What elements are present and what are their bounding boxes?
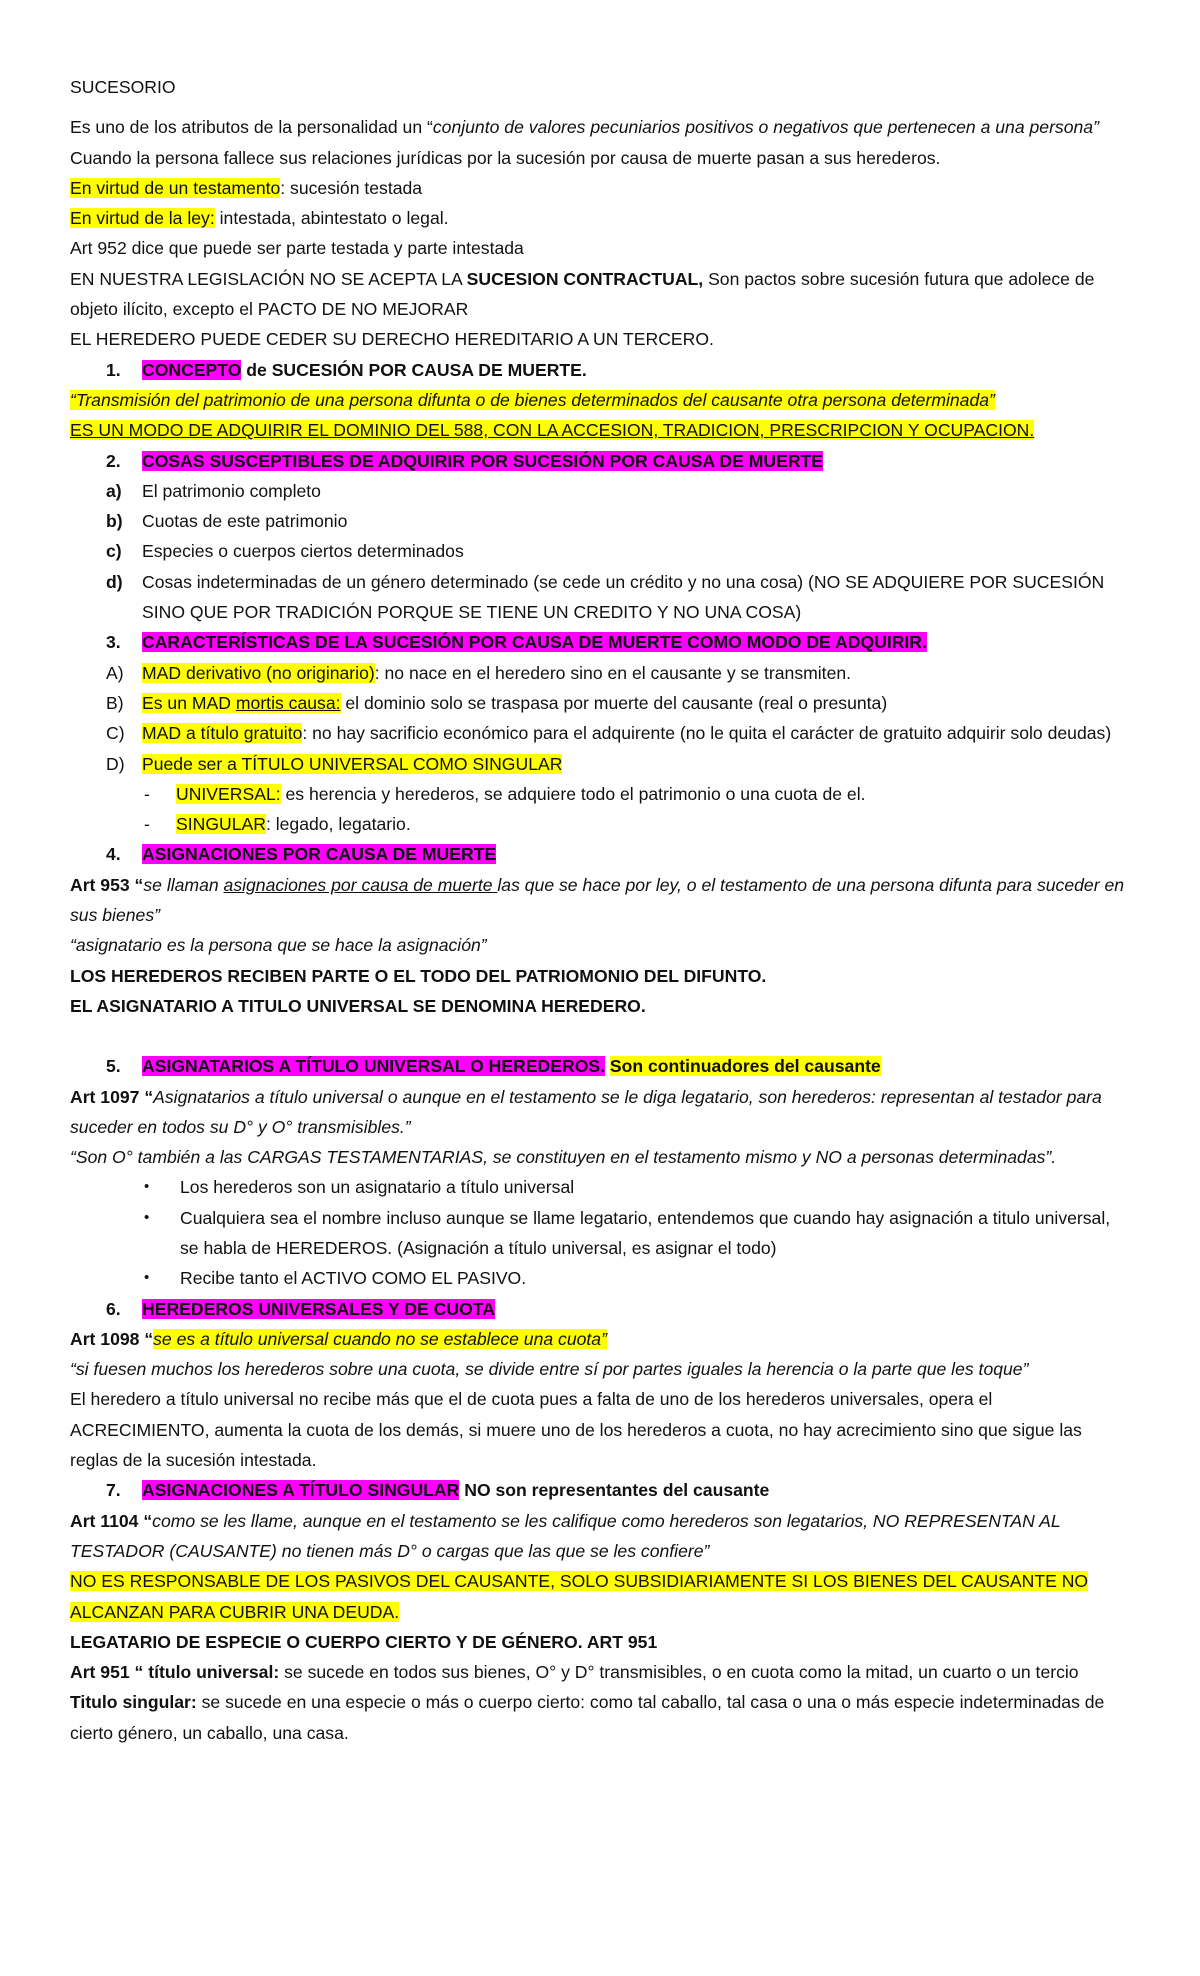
list-text: Cualquiera sea el nombre incluso aunque se llame legatario, entendemos que cuando hay asignación a titulo universal, se habla de HEREDEROS. (Asignación a título universal, es asignar el todo) [180,1207,1111,1258]
list-item [70,506,1130,536]
list-item [70,536,1130,566]
legatario-heading: LEGATARIO DE ESPECIE O CUERPO CIERTO Y DE GÉNERO. ART 951 [70,1631,658,1652]
highlight-title: HEREDEROS UNIVERSALES Y DE CUOTA [142,1298,495,1319]
text: es herencia y herederos, se adquiere todo el patrimonio o una cuota de el. [280,783,866,804]
section-7-heading [70,1475,1130,1505]
highlight-text: MAD derivativo (no originario) [142,662,375,683]
section-5-heading [70,1051,1130,1081]
intro-text: Son pactos sobre sucesión futura que adolece de objeto ilícito, excepto el PACTO DE NO MEJORAR [70,268,1095,320]
section-3-heading [70,627,1130,657]
intro-text: intestada, abintestato o legal. [214,208,449,229]
list-marker: C) [106,723,125,744]
list-text [176,809,1130,839]
highlight-testamento: En virtud de un testamento [70,177,281,198]
list-marker: B) [106,692,124,713]
section-1-note [70,415,1130,445]
article-1098 [70,1324,1130,1354]
list-item [70,1203,1130,1264]
text: : no hay sacrificio económico para el adquirente (no le quita el carácter de gratuito adquirir solo deudas) [302,723,1112,744]
highlight-paragraph [70,1566,1130,1627]
list-marker: b) [106,511,123,532]
section-title [142,1475,769,1505]
quote-asignatario: “asignatario es la persona que se hace la asignación” [70,935,487,956]
article-951 [70,1657,1130,1687]
article-underlined: asignaciones por causa de muerte [223,874,498,895]
list-marker: A) [106,662,124,683]
section-number: 2. [106,450,121,471]
quote-cargas: “Son O° también a las CARGAS TESTAMENTARIAS, se constituyen en el testamento mismo y NO a personas determinadas”. [70,1147,1057,1168]
bold-sucesion-contractual: SUCESION CONTRACTUAL, [466,268,704,289]
list-text: Especies o cuerpos ciertos determinados [142,541,464,562]
section-title [142,355,587,385]
highlight-subtitle: Son continuadores del causante [609,1056,881,1077]
list-marker: a) [106,480,122,501]
article-text: se es a título universal cuando no se establece una cuota” [153,1328,607,1349]
section-2-heading [70,446,1130,476]
section-title [142,446,823,476]
highlight-concepto: CONCEPTO [142,359,242,380]
highlight-title: COSAS SUSCEPTIBLES DE ADQUIRIR POR SUCESIÓN POR CAUSA DE MUERTE [142,450,824,471]
section-1-heading [70,355,1130,385]
section-6-heading [70,1294,1130,1324]
document-title: SUCESORIO [70,77,176,97]
section-title [142,1294,495,1324]
highlight-underlined: mortis causa: [235,692,341,713]
highlight-text: UNIVERSAL: [176,783,281,804]
highlight-text: Es un MAD [142,692,236,713]
section-number: 4. [106,844,121,865]
article-text: Asignatarios a título universal o aunque en el testamento se le diga legatario, son herederos: representan al testador para suceder en todos su D° y O° transmisibles.” [70,1086,1102,1137]
list-marker: d) [106,571,123,592]
section-number: 7. [106,1480,121,1501]
section-title [142,1051,881,1081]
list-item [70,658,1130,688]
bullet-marker: • [144,1178,150,1196]
section-number: 5. [106,1056,121,1077]
intro-paragraph-7: EL HEREDERO PUEDE CEDER SU DERECHO HEREDITARIO A UN TERCERO. [70,329,714,350]
section-1-quote [70,385,1130,415]
article-label: Art 951 “ título universal: [70,1662,280,1683]
section-4-heading [70,839,1130,869]
note-text: ES UN MODO DE ADQUIRIR EL DOMINIO DEL 588, CON LA ACCESION, TRADICION, PRESCRIPCION Y OCUPACION. [70,420,1035,441]
highlight-title: ASIGNATARIOS A TÍTULO UNIVERSAL O HEREDEROS. [142,1056,606,1077]
paragraph-acrecimiento: El heredero a título universal no recibe más que el de cuota pues a falta de uno de los herederos universales, opera el ACRECIMIENTO, aumenta la cuota de los demás, si muere uno de los herederos a cuota, no hay acrecimiento sino que sigue las reglas de la sucesión intestada. [70,1389,1082,1471]
list-item [70,779,1130,809]
list-text [142,718,1130,748]
article-label: Art 1097 “ [70,1086,154,1107]
intro-quote: conjunto de valores pecuniarios positivos o negativos que pertenecen a una persona” [432,117,1099,138]
intro-text: : sucesión testada [280,177,423,198]
section-number: 1. [106,359,121,380]
article-1097 [70,1082,1130,1143]
blank-line [70,1021,1130,1051]
text: el dominio solo se traspasa por muerte del causante (real o presunta) [340,692,888,713]
dash-marker: - [144,783,150,804]
intro-paragraph-1 [70,112,1130,142]
list-text [142,658,1130,688]
intro-text: Es uno de los atributos de la personalidad un “ [70,117,433,138]
term-text: se sucede en una especie o más o cuerpo cierto: como tal caballo, tal casa o una o más especie indeterminadas de cierto género, un caballo, una casa. [70,1692,1105,1743]
bullet-marker: • [144,1208,150,1226]
highlight-ley: En virtud de la ley: [70,208,215,229]
article-text: las que se hace por ley, o el testamento de una persona difunta para suceder en sus bienes” [70,874,1125,926]
highlight-text: MAD a título gratuito [142,723,303,744]
list-item [70,749,1130,779]
list-item [70,1172,1130,1202]
section-number: 6. [106,1298,121,1319]
article-label: Art 953 “ [70,874,144,895]
highlight-title: CARACTERÍSTICAS DE LA SUCESIÓN POR CAUSA DE MUERTE COMO MODO DE ADQUIRIR. [142,632,927,653]
section-title-rest: de SUCESIÓN POR CAUSA DE MUERTE. [241,359,587,380]
list-item [70,688,1130,718]
highlight-text: NO ES RESPONSABLE DE LOS PASIVOS DEL CAUSANTE, SOLO SUBSIDIARIAMENTE SI LOS BIENES DEL CAUSANTE NO ALCANZAN PARA CUBRIR UNA DEUDA. [70,1571,1089,1622]
section-number: 3. [106,632,121,653]
quote-herederos: “si fuesen muchos los herederos sobre una cuota, se divide entre sí por partes iguales la herencia o la parte que les toque” [70,1359,1029,1380]
bold-statement: EL ASIGNATARIO A TITULO UNIVERSAL SE DENOMINA HEREDERO. [70,995,646,1016]
intro-paragraph-2: Cuando la persona fallece sus relaciones jurídicas por la sucesión por causa de muerte pasan a sus herederos. [70,147,941,168]
list-text [142,688,1130,718]
article-text: como se les llame, aunque en el testamento se les califique como herederos son legatarios, NO REPRESENTAN AL TESTADOR (CAUSANTE) no tienen más D° o cargas que las que se les confiere” [70,1510,1061,1561]
list-marker: c) [106,541,122,562]
intro-paragraph-5: Art 952 dice que puede ser parte testada y parte intestada [70,238,524,259]
list-item [70,718,1130,748]
list-text: Recibe tanto el ACTIVO COMO EL PASIVO. [180,1268,527,1289]
section-title-rest: NO son representantes del causante [459,1480,770,1501]
quote-text: “Transmisión del patrimonio de una persona difunta o de bienes determinados del causante otra persona determinada” [70,389,995,410]
highlight-title: ASIGNACIONES POR CAUSA DE MUERTE [142,844,497,865]
text: : legado, legatario. [265,814,411,835]
list-text: Cuotas de este patrimonio [142,511,348,532]
article-label: Art 1104 “ [70,1510,153,1531]
list-item [70,567,1130,628]
article-953 [70,870,1130,931]
intro-paragraph-3 [70,173,1130,203]
list-text [176,779,1130,809]
bold-statement: LOS HEREDEROS RECIBEN PARTE O EL TODO DEL PATRIOMONIO DEL DIFUNTO. [70,965,767,986]
list-item [70,1263,1130,1293]
list-item [70,809,1130,839]
bullet-marker: • [144,1269,150,1287]
intro-text: EN NUESTRA LEGISLACIÓN NO SE ACEPTA LA [70,268,467,289]
dash-marker: - [144,814,150,835]
article-label: Art 1098 “ [70,1328,154,1349]
list-item [70,476,1130,506]
intro-paragraph-6 [70,264,1130,325]
term-label: Titulo singular: [70,1692,197,1713]
section-title [142,627,927,657]
highlight-title: ASIGNACIONES A TÍTULO SINGULAR [142,1480,460,1501]
article-1104 [70,1506,1130,1567]
article-text: se llaman [143,874,224,895]
list-text: Cosas indeterminadas de un género determinado (se cede un crédito y no una cosa) (NO SE ADQUIERE POR SUCESIÓN SINO QUE POR TRADICIÓN PORQUE SE TIENE UN CREDITO Y NO UNA COSA) [142,571,1105,623]
list-text: Los herederos son un asignatario a título universal [180,1177,575,1198]
highlight-text: SINGULAR [176,814,266,835]
list-marker: D) [106,753,125,774]
list-text: El patrimonio completo [142,480,321,501]
titulo-singular [70,1687,1130,1748]
highlight-text: Puede ser a TÍTULO UNIVERSAL COMO SINGULAR [142,753,563,774]
section-title [142,839,496,869]
list-text [142,749,1130,779]
text: : no nace en el heredero sino en el causante y se transmiten. [374,662,852,683]
article-text: se sucede en todos sus bienes, O° y D° transmisibles, o en cuota como la mitad, un cuarto o un tercio [279,1662,1079,1683]
intro-paragraph-4 [70,203,1130,233]
